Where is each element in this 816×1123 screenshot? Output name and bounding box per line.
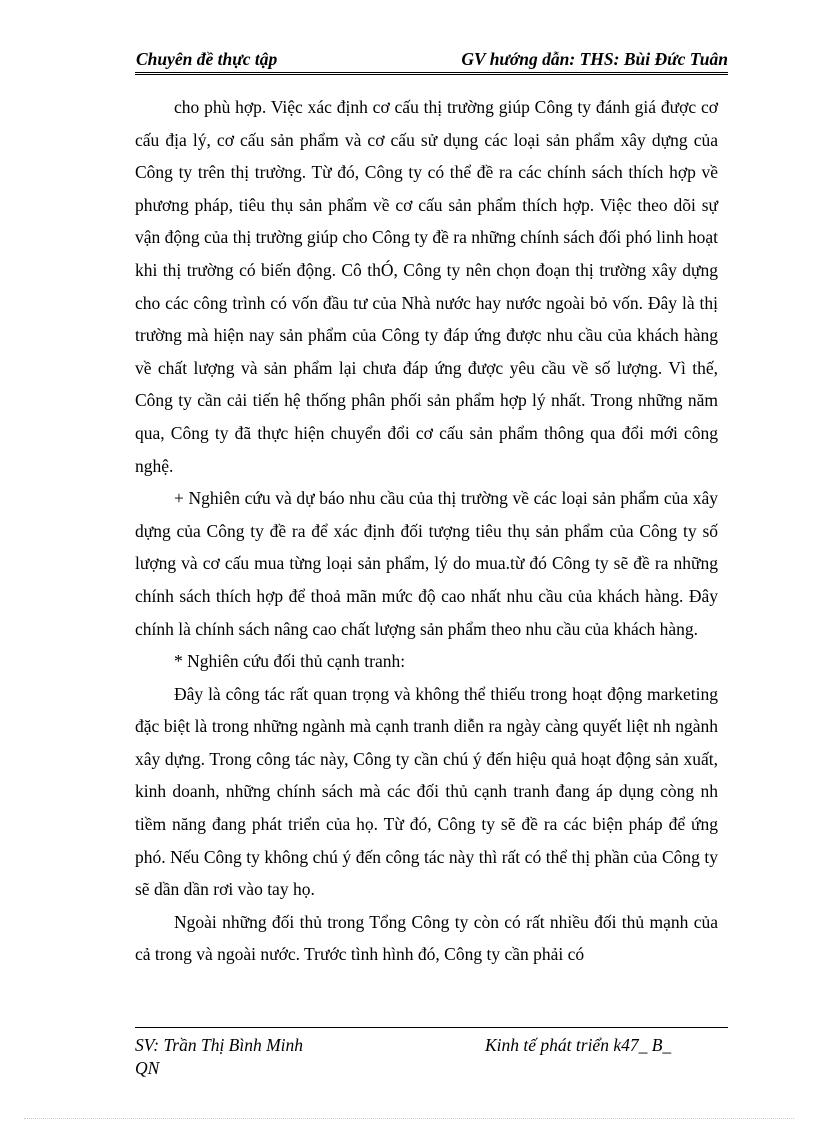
- class-info-continued: QN: [135, 1058, 160, 1078]
- student-name: SV: Trần Thị Bình Minh: [135, 1035, 304, 1055]
- paragraph: Đây là công tác rất quan trọng và không thể thiếu trong hoạt động marketing đặc biệt là trong những ngành mà cạnh tranh diễn ra ngày càng quyết liệt nh ngành xây dựng. Trong công tác này, Công ty cần chú ý đến hiệu quả hoạt động sản xuất, kinh doanh, những chính sách mà các đối thủ cạnh tranh đang áp dụng còng nh tiềm năng đang phát triển của họ. Từ đó, Công ty sẽ đề ra các biện pháp để ứng phó. Nếu Công ty không chú ý đến công tác này thì rất có thể thị phần của Công ty sẽ dần dần rơi vào tay họ.: [135, 683, 718, 900]
- page-header: [135, 48, 728, 75]
- paragraph: cho phù hợp. Việc xác định cơ cấu thị trường giúp Công ty đánh giá được cơ cấu địa lý, cơ cấu sản phẩm và cơ cấu sử dụng các loại sản phẩm xây dựng của Công ty trên thị trường. Từ đó, Công ty có thể đề ra các chính sách thích hợp về phương pháp, tiêu thụ sản phẩm về cơ cấu sản phẩm thích hợp. Việc theo dõi sự vận động của thị trường giúp cho Công ty đề ra những chính sách đối phó linh hoạt khi thị trường có biến động. Cô thÓ, Công ty nên chọn đoạn thị trường xây dựng cho các công trình có vốn đầu tư của Nhà nước hay nước ngoài bỏ vốn. Đây là thị trường mà hiện nay sản phẩm của Công ty đáp ứng được nhu cầu của khách hàng về chất lượng và sản phẩm lại chưa đáp ứng được yêu cầu về số lượng. Vì thế, Công ty cần cải tiến hệ thống phân phối sản phẩm hợp lý nhất. Trong những năm qua, Công ty đã thực hiện chuyển đổi cơ cấu sản phẩm thông qua đổi mới công nghệ.: [135, 97, 718, 476]
- document-title: Chuyên đề thực tập: [136, 49, 278, 69]
- page-edge-divider: [24, 1118, 794, 1119]
- body-text: [135, 91, 718, 971]
- paragraph: Ngoài những đối thủ trong Tổng Công ty còn có rất nhiều đối thủ mạnh của cả trong và ngoài nước. Trước tình hình đó, Công ty cần phải có: [135, 911, 718, 965]
- page-footer: [135, 1027, 728, 1080]
- paragraph: + Nghiên cứu và dự báo nhu cầu của thị trường về các loại sản phẩm của xây dựng của Công ty đề ra để xác định đối tượng tiêu thụ sản phẩm của Công ty số lượng và cơ cấu mua từng loại sản phẩm, lý do mua.từ đó Công ty sẽ đề ra những chính sách thích hợp để thoả mãn mức độ cao nhất nhu cầu của khách hàng. Đây chính là chính sách nâng cao chất lượng sản phẩm theo nhu cầu của khách hàng.: [135, 488, 718, 639]
- supervisor: GV hướng dẫn: THS: Bùi Đức Tuân: [461, 49, 728, 69]
- section-heading: * Nghiên cứu đối thủ cạnh tranh:: [174, 651, 406, 672]
- class-info: Kinh tế phát triển k47_ B_: [485, 1035, 672, 1055]
